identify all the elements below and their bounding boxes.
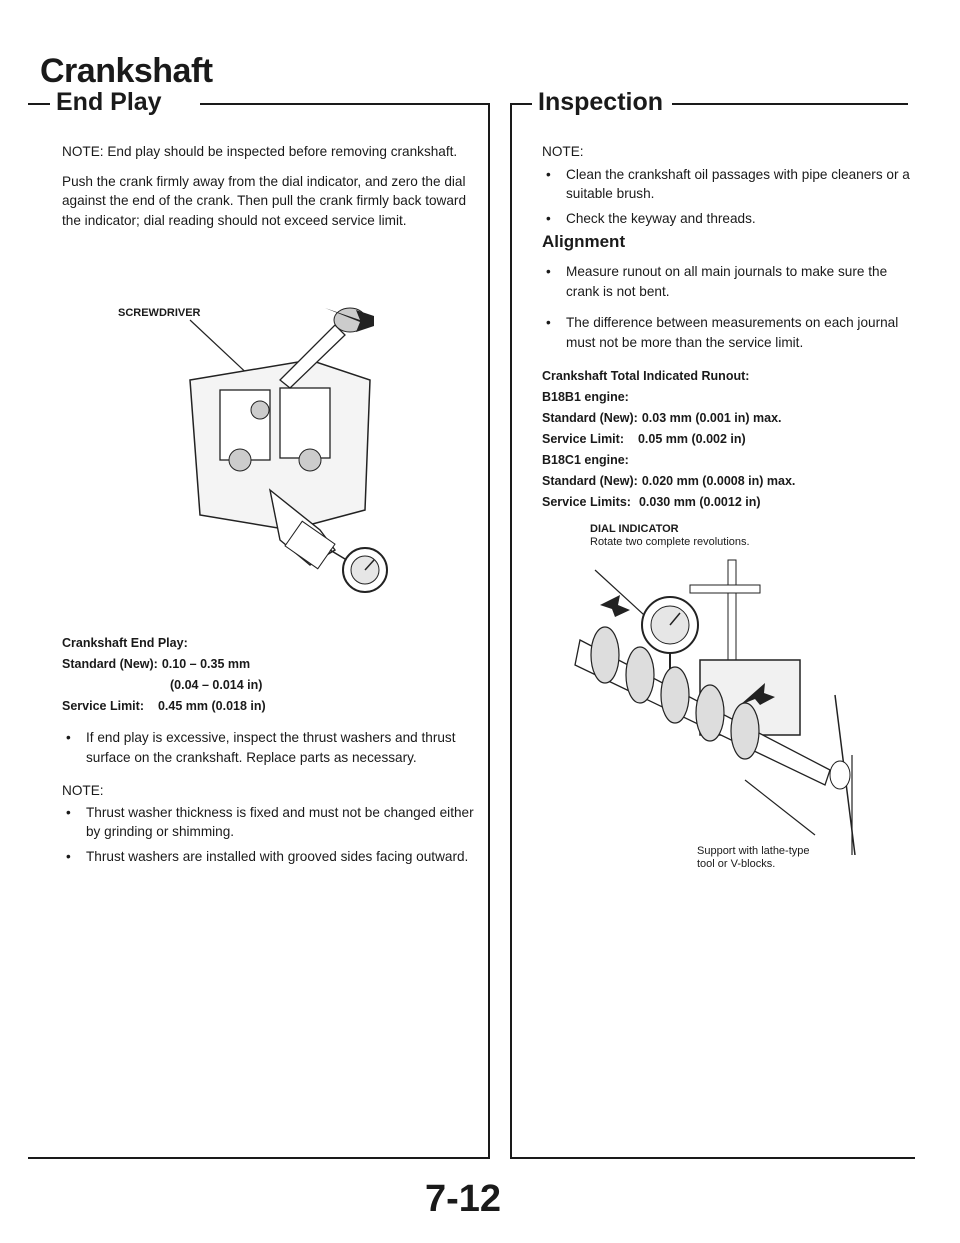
b18b1-standard-key: Standard (New): [542, 411, 638, 425]
dial-indicator-callout [590, 523, 750, 549]
right-frame-left [510, 103, 512, 1158]
left-frame-bottom [28, 1157, 490, 1159]
spec-service-value: 0.45 mm (0.018 in) [157, 699, 266, 713]
b18b1-standard-row [542, 408, 795, 429]
inspection-note-item: • Check the keyway and threads. [542, 209, 922, 229]
inspection-note-label: NOTE: [542, 144, 584, 159]
spec-standard-key: Standard (New): [62, 657, 158, 671]
b18b1-standard-value: 0.03 mm (0.001 in) max. [641, 411, 782, 425]
note2-item: • Thrust washers are installed with grooved sides facing outward. [62, 847, 474, 867]
alignment-heading: Alignment [542, 232, 626, 251]
left-frame-top-right [200, 103, 490, 105]
b18c1-standard-value: 0.020 mm (0.0008 in) max. [641, 474, 796, 488]
right-frame-bottom [510, 1157, 915, 1159]
inspection-notes [542, 142, 922, 233]
section-heading-inspection: Inspection [538, 88, 664, 116]
spec-standard-value-inches: (0.04 – 0.014 in) [170, 678, 263, 692]
alignment-items [542, 262, 922, 357]
spec-title: Crankshaft End Play: [62, 636, 188, 650]
b18c1-standard-key: Standard (New): [542, 474, 638, 488]
spec-standard-value: 0.10 – 0.35 mm [161, 657, 251, 671]
alignment-item: • Measure runout on all main journals to make sure the crank is not bent. [542, 262, 922, 301]
right-frame-top-right [672, 103, 908, 105]
alignment-item: • The difference between measurements on each journal must not be more than the service limit. [542, 313, 922, 352]
left-frame-right [488, 103, 490, 1158]
b18c1-service-value: 0.030 mm (0.0012 in) [638, 495, 761, 509]
bullet-excessive: • If end play is excessive, inspect the thrust washers and thrust surface on the crankshaft. Replace parts as necessary. [62, 728, 474, 767]
page-number: 7-12 [425, 1178, 502, 1220]
engine-b18b1: B18B1 engine: [542, 390, 629, 404]
inspection-note-item: • Clean the crankshaft oil passages with pipe cleaners or a suitable brush. [542, 165, 922, 204]
b18b1-service-value: 0.05 mm (0.002 in) [637, 432, 746, 446]
dial-indicator-note: Rotate two complete revolutions. [590, 536, 750, 548]
runout-illustration [560, 555, 880, 855]
section-heading-end-play: End Play [56, 88, 162, 116]
end-play-illustration [160, 280, 390, 605]
dial-indicator-label: DIAL INDICATOR [590, 523, 679, 535]
end-play-text-block [62, 142, 474, 240]
page-title: Crankshaft [40, 52, 213, 90]
runout-title: Crankshaft Total Indicated Runout: [542, 369, 750, 383]
procedure-paragraph: Push the crank firmly away from the dial indicator, and zero the dial against the end of the crank. Then pull the crank firmly back toward the indicator; dial reading should not exceed service limit. [62, 173, 467, 228]
spec-standard-row [62, 654, 266, 675]
b18b1-service-key: Service Limit: [542, 432, 624, 446]
runout-spec [542, 366, 795, 513]
b18c1-service-key: Service Limits: [542, 495, 631, 509]
support-label: Support with lathe-type tool or V-blocks. [697, 845, 810, 870]
b18b1-service-row [542, 429, 795, 450]
spec-service-row [62, 696, 266, 717]
right-frame-top-left [510, 103, 532, 105]
b18c1-standard-row [542, 471, 795, 492]
screwdriver-label: SCREWDRIVER [118, 307, 201, 319]
end-play-followup [62, 728, 474, 871]
spec-service-key: Service Limit: [62, 699, 144, 713]
b18c1-service-row [542, 492, 795, 513]
note2-label: NOTE: [62, 783, 104, 798]
engine-b18c1: B18C1 engine: [542, 453, 629, 467]
note2-item: • Thrust washer thickness is fixed and must not be changed either by grinding or shimming. [62, 803, 474, 842]
note-paragraph: NOTE: End play should be inspected before removing crankshaft. [62, 144, 458, 159]
left-frame-top-left [28, 103, 50, 105]
end-play-spec [62, 633, 266, 717]
